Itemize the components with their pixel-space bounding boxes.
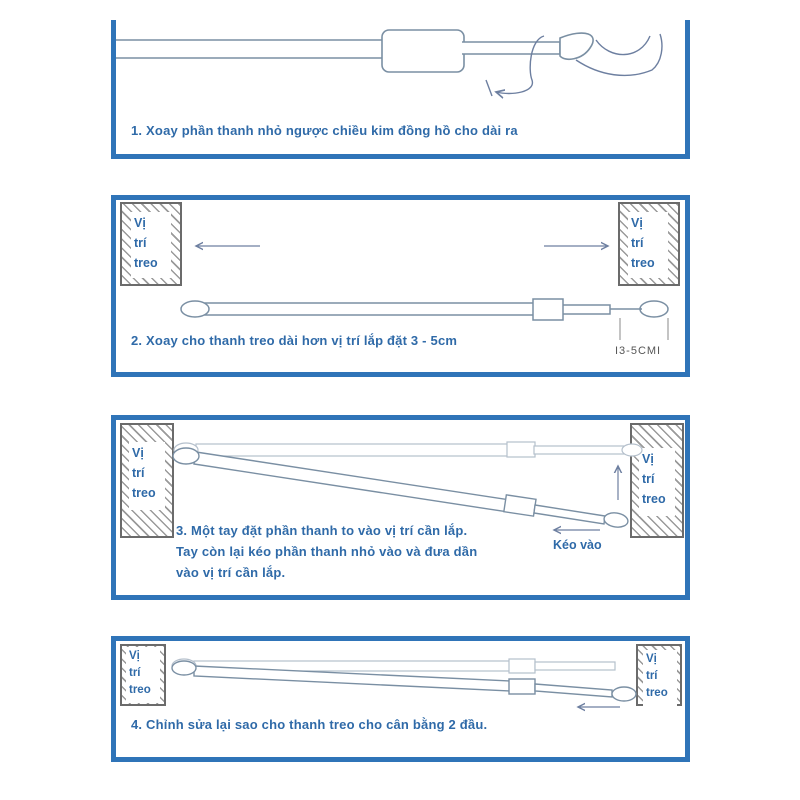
step-3-rod-tilted <box>173 448 629 529</box>
measure-label: I3-5CMI <box>615 345 662 357</box>
wall-label-line: treo <box>132 486 156 500</box>
wall-label-line: trí <box>631 236 644 250</box>
wall-label-line: treo <box>134 256 158 270</box>
instruction-line: 4. Chỉnh sửa lại sao cho thanh treo cho cân bằng 2 đầu. <box>131 717 488 732</box>
wall-label-line: trí <box>132 466 145 480</box>
step-1-rod <box>116 30 593 72</box>
instruction-line: vào vị trí cần lắp. <box>176 565 286 580</box>
wall-label-line: Vị <box>646 653 657 665</box>
wall-label-line: Vị <box>132 446 144 460</box>
step-2-rod <box>181 299 668 320</box>
step-2-measure <box>620 318 668 340</box>
wall-label-line: treo <box>646 687 668 699</box>
pull-label: Kéo vào <box>553 538 602 552</box>
instruction-line: 1. Xoay phần thanh nhỏ ngược chiều kim đồng hồ cho dài ra <box>131 123 518 138</box>
step-4-instruction <box>131 714 487 735</box>
wall-label-line: treo <box>129 684 151 696</box>
wall-label-line: trí <box>134 236 147 250</box>
step-1-instruction <box>131 120 518 141</box>
wall-label-line: treo <box>631 256 655 270</box>
instruction-line: 2. Xoay cho thanh treo dài hơn vị trí lắp đặt 3 - 5cm <box>131 333 458 348</box>
step-3-instruction <box>176 520 477 583</box>
step-3-rod-ghost <box>174 442 642 457</box>
wall-label-line: trí <box>642 472 655 486</box>
instruction-line: 3. Một tay đặt phần thanh to vào vị trí cần lắp. <box>176 523 468 538</box>
wall-label-line: treo <box>642 492 666 506</box>
wall-label-line: Vị <box>631 216 643 230</box>
wall-label-line: trí <box>646 670 658 682</box>
wall-label-line: trí <box>129 667 141 679</box>
wall-label-line: Vị <box>134 216 146 230</box>
wall-label-line: Vị <box>129 650 140 662</box>
wall-label-line: Vị <box>642 452 654 466</box>
instruction-line: Tay còn lại kéo phần thanh nhỏ vào và đưa dần <box>176 544 478 559</box>
step-2-instruction <box>131 330 457 351</box>
